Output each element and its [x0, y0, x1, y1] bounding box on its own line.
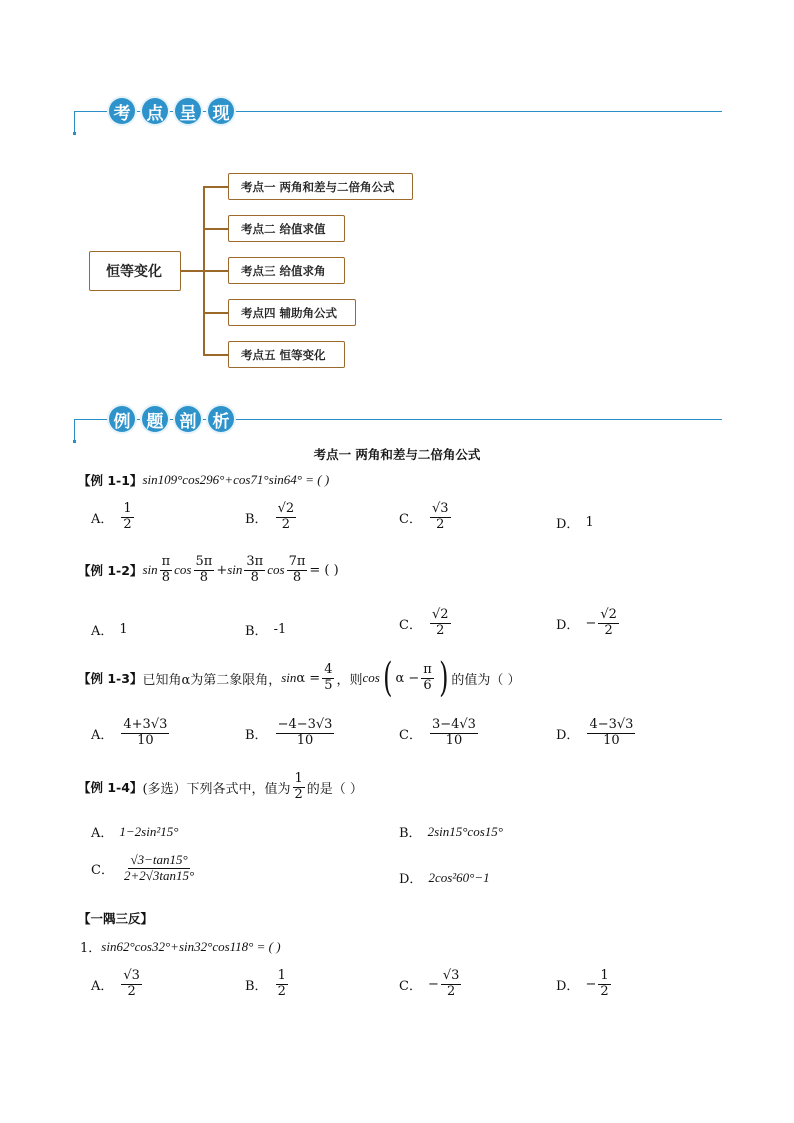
mindmap-item: 考点三 给值求角	[228, 257, 345, 284]
example-tag: 【例 1-1】	[78, 473, 143, 488]
example-tag: 【例 1-4】	[78, 780, 143, 796]
option-b: B． $\frac{√2}{2}$	[245, 501, 295, 532]
option-c: C． $\frac{3-4√3}{10}$	[399, 717, 476, 748]
option-d: D． 1	[556, 515, 594, 532]
option-a: A． $\frac{1}{2}$	[91, 501, 132, 532]
option-b: B． $\frac{1}{2}$	[245, 968, 286, 999]
practice-number: 1．	[80, 941, 102, 956]
option-b: B． $\frac{-4-3√3}{10}$	[245, 717, 333, 748]
example-tag: 【例 1-3】	[78, 671, 143, 686]
example-1-4: 【例 1-4】 (多选）下列各式中，值为 $\frac{1}{2}$ 的是（ ）	[78, 771, 363, 802]
banner-char: 现	[208, 98, 234, 124]
mindmap-item: 考点二 给值求值	[228, 215, 345, 242]
option-d: D． − $\frac{1}{2}$	[556, 968, 609, 999]
option-a: A． 1−2sin²15°	[91, 823, 179, 841]
banner-char: 呈	[175, 98, 201, 124]
option-c: C． $\frac{√2}{2}$	[399, 607, 449, 638]
banner-char: 考	[109, 98, 135, 124]
option-a: A． $\frac{4+3√3}{10}$	[91, 717, 168, 748]
option-c: C． $\frac{√3-\tan 15^\circ}{2+2√3\tan 15^\circ}$	[91, 852, 195, 883]
banner-char: 剖	[175, 406, 201, 432]
topic-heading: 考点一 两角和差与二倍角公式	[313, 447, 481, 462]
option-b: B． 2sin15°cos15°	[399, 823, 503, 841]
mindmap-item: 考点一 两角和差与二倍角公式	[228, 173, 413, 200]
option-a: A． $\frac{√3}{2}$	[91, 968, 140, 999]
option-c: C． $\frac{√3}{2}$	[399, 501, 449, 532]
example-1-2: 【例 1-2】 sin $\frac{\pi}{8}$ cos $\frac{5\pi}{8}$ + sin $\frac{3\pi}{8}$ cos $\frac{7\pi}{8}$ = ( )	[78, 554, 339, 585]
banner-char: 例	[109, 406, 135, 432]
option-d: D． − $\frac{√2}{2}$	[556, 607, 617, 638]
option-a: A． 1	[91, 622, 128, 639]
practice-heading: 【一隅三反】	[78, 911, 154, 926]
mindmap-item: 考点五 恒等变化	[228, 341, 345, 368]
banner-char: 析	[208, 406, 234, 432]
mindmap-root: 恒等变化	[89, 251, 181, 291]
example-expression: sin109°cos296°+cos71°sin64° = ( )	[142, 472, 330, 487]
example-1-3: 【例 1-3】 已知角α为第二象限角， sin α = $\frac{4}{5}$ ，则 cos ( α − $\frac{\pi}{6}$ ) 的值为（ ）	[78, 655, 521, 701]
banner-char: 题	[142, 406, 168, 432]
option-d: D． $\frac{4-3√3}{10}$	[556, 717, 634, 748]
practice-1	[80, 937, 281, 956]
example-1-1	[78, 471, 329, 489]
option-c: C． − $\frac{√3}{2}$	[399, 968, 460, 999]
option-d: D． 2cos²60°−1	[399, 869, 490, 887]
example-tag: 【例 1-2】	[78, 563, 143, 579]
banner-char: 点	[142, 98, 168, 124]
option-b: B． -1	[245, 622, 287, 639]
practice-expression: sin62°cos32°+sin32°cos118° = ( )	[101, 938, 281, 954]
mindmap-item: 考点四 辅助角公式	[228, 299, 356, 326]
